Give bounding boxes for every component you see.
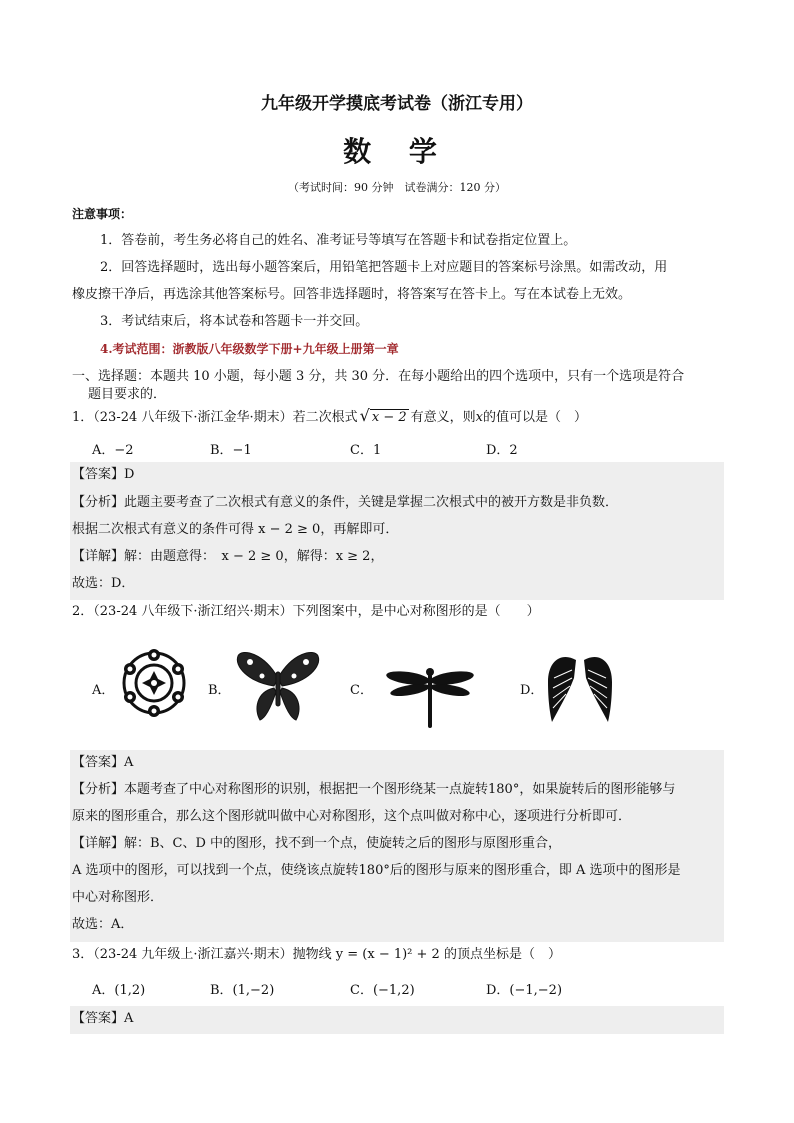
q2-option-c-label: C． xyxy=(350,683,373,698)
q2-detail-1: 【详解】解：B、C、D 中的图形，找不到一个点，使旋转之后的图形与原图形重合， xyxy=(72,836,562,851)
exam-info: （考试时间：90 分钟 试卷满分：120 分） xyxy=(288,181,506,194)
q3-solution-box xyxy=(70,1006,724,1034)
butterfly-icon xyxy=(234,648,322,724)
q2-analysis-2: 原来的图形重合，那么这个图形就叫做中心对称图形，这个点叫做对称中心，逐项进行分析即可． xyxy=(72,809,632,824)
q1-radical: √ x − 2 xyxy=(359,406,407,425)
q2-option-b-label: B． xyxy=(208,683,231,698)
dragonfly-icon xyxy=(384,656,476,730)
q1-analysis-2: 根据二次根式有意义的条件可得 x − 2 ≥ 0，再解即可． xyxy=(72,522,399,537)
q3-stem: 3．（23-24 九年级上·浙江嘉兴·期末）抛物线 y = (x − 1)² + 2 的顶点坐标是（ ） xyxy=(72,947,561,962)
section1-line1: 一、选择题：本题共 10 小题，每小题 3 分，共 30 分．在每小题给出的四个选项中，只有一个选项是符合 xyxy=(72,369,685,384)
q3-option-d: D．(−1,−2) xyxy=(486,983,563,998)
q2-choose: 故选：A． xyxy=(72,917,134,932)
q2-option-a-label: A． xyxy=(92,683,115,698)
q3-option-c: C．(−1,2) xyxy=(350,983,415,998)
q2-detail-3: 中心对称图形． xyxy=(72,890,164,905)
q1-stem: 1．（23-24 八年级下·浙江金华·期末）若二次根式 √ x − 2 有意义，则x的值可以是（ ） xyxy=(72,406,587,425)
q2-detail-2: A 选项中的图形，可以找到一个点，使绕该点旋转180°后的图形与原来的图形重合，即 A 选项中的图形是 xyxy=(72,863,681,878)
q1-option-d: D．2 xyxy=(486,443,518,458)
notice-heading: 注意事项： xyxy=(72,207,133,221)
q2-option-d-label: D． xyxy=(520,683,544,698)
q1-detail: 【详解】解：由题意得： x − 2 ≥ 0，解得：x ≥ 2， xyxy=(72,549,384,564)
q1-option-b: B．−1 xyxy=(210,443,252,458)
notice-item-2a: 2．回答选择题时，选出每小题答案后，用铅笔把答题卡上对应题目的答案标号涂黑。如需改动，用 xyxy=(100,260,668,275)
q1-analysis: 【分析】此题主要考查了二次根式有意义的条件，关键是掌握二次根式中的被开方数是非负数． xyxy=(72,495,619,510)
notice-item-2b: 橡皮擦干净后，再选涂其他答案标号。回答非选择题时，将答案写在答卡上。写在本试卷上无效。 xyxy=(72,287,632,302)
notice-item-3: 3．考试结束后，将本试卷和答题卡一并交回。 xyxy=(100,314,369,329)
notice-item-1: 1．答卷前，考生务必将自己的姓名、准考证号等填写在答题卡和试卷指定位置上。 xyxy=(100,233,577,248)
q2-stem: 2．（23-24 八年级下·浙江绍兴·期末）下列图案中，是中心对称图形的是（ ） xyxy=(72,604,540,619)
rosette-pattern-icon xyxy=(118,647,190,719)
section1-line2: 题目要求的． xyxy=(88,387,167,402)
q2-analysis-1: 【分析】本题考查了中心对称图形的识别，根据把一个图形绕某一点旋转180°，如果旋转后的图形能够与 xyxy=(72,782,676,797)
wings-icon xyxy=(544,648,616,724)
q1-choose: 故选：D． xyxy=(72,576,135,591)
subject-title: 数 学 xyxy=(343,135,451,168)
q3-answer: 【答案】A xyxy=(72,1011,134,1026)
q1-answer: 【答案】D xyxy=(72,467,135,482)
q1-option-a: A．−2 xyxy=(92,443,134,458)
q2-answer: 【答案】A xyxy=(72,755,134,770)
q3-option-a: A．(1,2) xyxy=(92,983,146,998)
exam-title: 九年级开学摸底考试卷（浙江专用） xyxy=(261,94,533,114)
q1-option-c: C．1 xyxy=(350,443,382,458)
q3-option-b: B．(1,−2) xyxy=(210,983,275,998)
notice-item-4: 4.考试范围：浙教版八年级数学下册+九年级上册第一章 xyxy=(100,342,399,356)
